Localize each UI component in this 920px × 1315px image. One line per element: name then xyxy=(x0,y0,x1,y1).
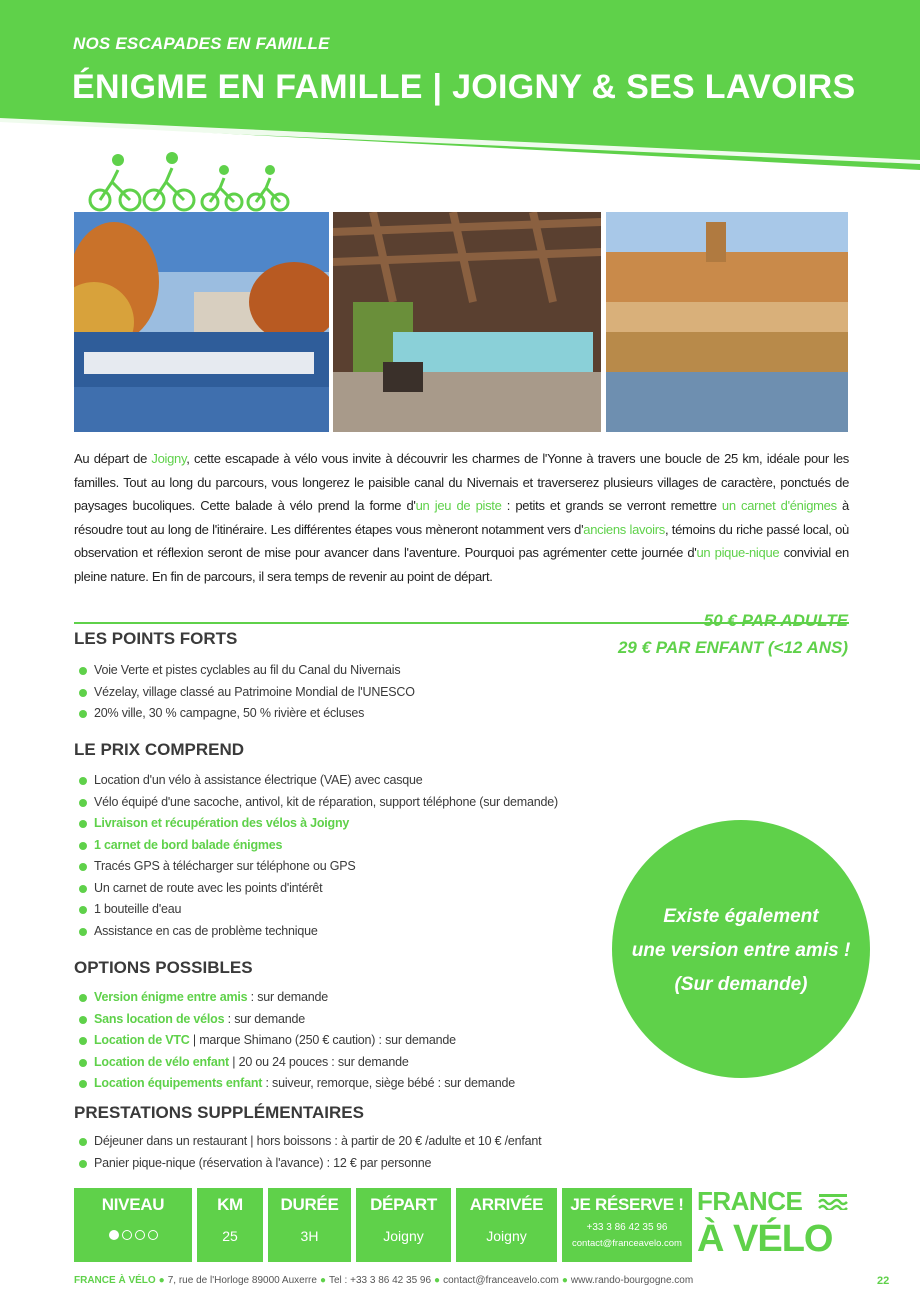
friends-version-badge xyxy=(612,820,870,1078)
logo-text-line2: À VÉLO xyxy=(697,1218,833,1260)
footer-brand: FRANCE À VÉLO xyxy=(74,1275,156,1286)
list-item: Location de vélo enfant | 20 ou 24 pouces : sur demande xyxy=(78,1052,515,1074)
badge-line: une version entre amis ! xyxy=(631,940,851,961)
list-item: Location d'un vélo à assistance électrique (VAE) avec casque xyxy=(78,770,558,792)
info-box-label: KM xyxy=(217,1195,243,1214)
footer-email[interactable]: contact@franceavelo.com xyxy=(443,1275,559,1286)
photo-lavoir xyxy=(333,212,601,432)
page-title: ÉNIGME EN FAMILLE | JOIGNY & SES LAVOIRS xyxy=(72,68,856,106)
list-item: Voie Verte et pistes cyclables au fil du Canal du Nivernais xyxy=(78,660,415,682)
photo-joigny-town xyxy=(606,212,848,432)
info-box-value: Joigny xyxy=(383,1228,424,1244)
list-item: Sans location de vélos : sur demande xyxy=(78,1009,515,1031)
list-item: Un carnet de route avec les points d'intérêt xyxy=(78,878,558,900)
page-number: 22 xyxy=(877,1275,890,1287)
info-box-km xyxy=(197,1188,263,1262)
waves-icon xyxy=(817,1192,849,1210)
list-item: Panier pique-nique (réservation à l'avance) : 12 € par personne xyxy=(78,1153,541,1175)
info-box-niveau xyxy=(74,1188,192,1262)
level-dot-empty xyxy=(148,1230,158,1240)
list-item: 1 carnet de bord balade énigmes xyxy=(78,835,558,857)
prix-comprend-list xyxy=(78,770,558,942)
info-box-label: ARRIVÉE xyxy=(469,1195,544,1214)
info-box-value: 3H xyxy=(300,1228,319,1244)
section-title-prestations: PRESTATIONS SUPPLÉMENTAIRES xyxy=(74,1103,364,1122)
footer-website[interactable]: www.rando-bourgogne.com xyxy=(570,1275,694,1286)
info-box-value: 25 xyxy=(222,1228,238,1244)
reserve-email[interactable]: contact@franceavelo.com xyxy=(572,1238,682,1249)
info-box-label: DÉPART xyxy=(370,1195,437,1214)
section-title-points-forts: LES POINTS FORTS xyxy=(74,629,238,648)
footer-tel[interactable]: Tel : +33 3 86 42 35 96 xyxy=(329,1275,432,1286)
info-box-label: DURÉE xyxy=(280,1195,339,1214)
list-item: Version énigme entre amis : sur demande xyxy=(78,987,515,1009)
header-kicker: NOS ESCAPADES EN FAMILLE xyxy=(73,34,330,53)
intro-paragraph: Au départ de Joigny, cette escapade à vélo vous invite à découvrir les charmes de l'Yonne à travers une boucle de 25 km, idéale pour les familles. Tout au long du parcours, vous longerez le paisible canal du Nivernais et traverserez plusieurs villages de caractère, ponctués de paysages bucoliques. Cette balade à vélo prend la forme d'un jeu de piste : petits et grands se verront remettre un carnet d'énigmes à résoudre tout au long de l'itinéraire. Les différentes étapes vous mèneront notamment vers d'anciens lavoirs, témoins du riche passé local, où observation et réflexion seront de mise pour avancer dans l'aventure. Pourquoi pas agrémenter cette journée d'un pique-nique convivial en pleine nature. En fin de parcours, il sera temps de revenir au point de départ. xyxy=(74,451,849,584)
photo-joigny-harbor xyxy=(74,212,329,432)
footer-address: 7, rue de l'Horloge 89000 Auxerre xyxy=(167,1275,317,1286)
difficulty-level-indicator xyxy=(74,1230,192,1240)
level-dot-empty xyxy=(135,1230,145,1240)
header-banner xyxy=(0,0,920,175)
list-item: 1 bouteille d'eau xyxy=(78,899,558,921)
level-dot-filled xyxy=(109,1230,119,1240)
info-box-reserve[interactable] xyxy=(562,1188,692,1262)
badge-line: (Sur demande) xyxy=(674,974,808,995)
info-box-label: JE RÉSERVE ! xyxy=(570,1195,684,1214)
points-forts-list xyxy=(78,660,415,725)
list-item: 20% ville, 30 % campagne, 50 % rivière et écluses xyxy=(78,703,415,725)
logo-text-line1: FRANCE xyxy=(697,1186,803,1216)
france-a-velo-logo xyxy=(697,1186,852,1264)
options-list xyxy=(78,987,515,1095)
list-item: Location équipements enfant : suiveur, remorque, siège bébé : sur demande xyxy=(78,1073,515,1095)
price-child: 29 € PAR ENFANT (<12 ANS) xyxy=(617,638,848,657)
footer: FRANCE À VÉLO ● 7, rue de l'Horloge 89000 Auxerre ● Tel : +33 3 86 42 35 96 ● contact@franceavelo.com ● www.rando-bourgogne.com xyxy=(74,1275,694,1286)
section-title-prix-comprend: LE PRIX COMPREND xyxy=(74,740,245,759)
section-title-options: OPTIONS POSSIBLES xyxy=(74,958,253,977)
intro-link-joigny: Joigny xyxy=(151,451,187,466)
prestations-list xyxy=(78,1131,541,1174)
list-item: Vézelay, village classé au Patrimoine Mondial de l'UNESCO xyxy=(78,682,415,704)
family-cyclists-icon xyxy=(88,152,298,214)
info-box-depart xyxy=(356,1188,451,1262)
info-box-duree xyxy=(268,1188,351,1262)
list-item: Livraison et récupération des vélos à Joigny xyxy=(78,813,558,835)
list-item: Déjeuner dans un restaurant | hors boissons : à partir de 20 € /adulte et 10 € /enfant xyxy=(78,1131,541,1153)
badge-line: Existe également xyxy=(663,906,819,927)
info-box-value: Joigny xyxy=(486,1228,527,1244)
info-box-arrivee xyxy=(456,1188,557,1262)
price-adult: 50 € PAR ADULTE xyxy=(703,611,848,630)
reserve-phone[interactable]: +33 3 86 42 35 96 xyxy=(586,1222,668,1233)
list-item: Location de VTC | marque Shimano (250 € caution) : sur demande xyxy=(78,1030,515,1052)
list-item: Tracés GPS à télécharger sur téléphone ou GPS xyxy=(78,856,558,878)
list-item: Assistance en cas de problème technique xyxy=(78,921,558,943)
level-dot-empty xyxy=(122,1230,132,1240)
list-item: Vélo équipé d'une sacoche, antivol, kit de réparation, support téléphone (sur demande) xyxy=(78,792,558,814)
info-box-label: NIVEAU xyxy=(101,1195,165,1214)
